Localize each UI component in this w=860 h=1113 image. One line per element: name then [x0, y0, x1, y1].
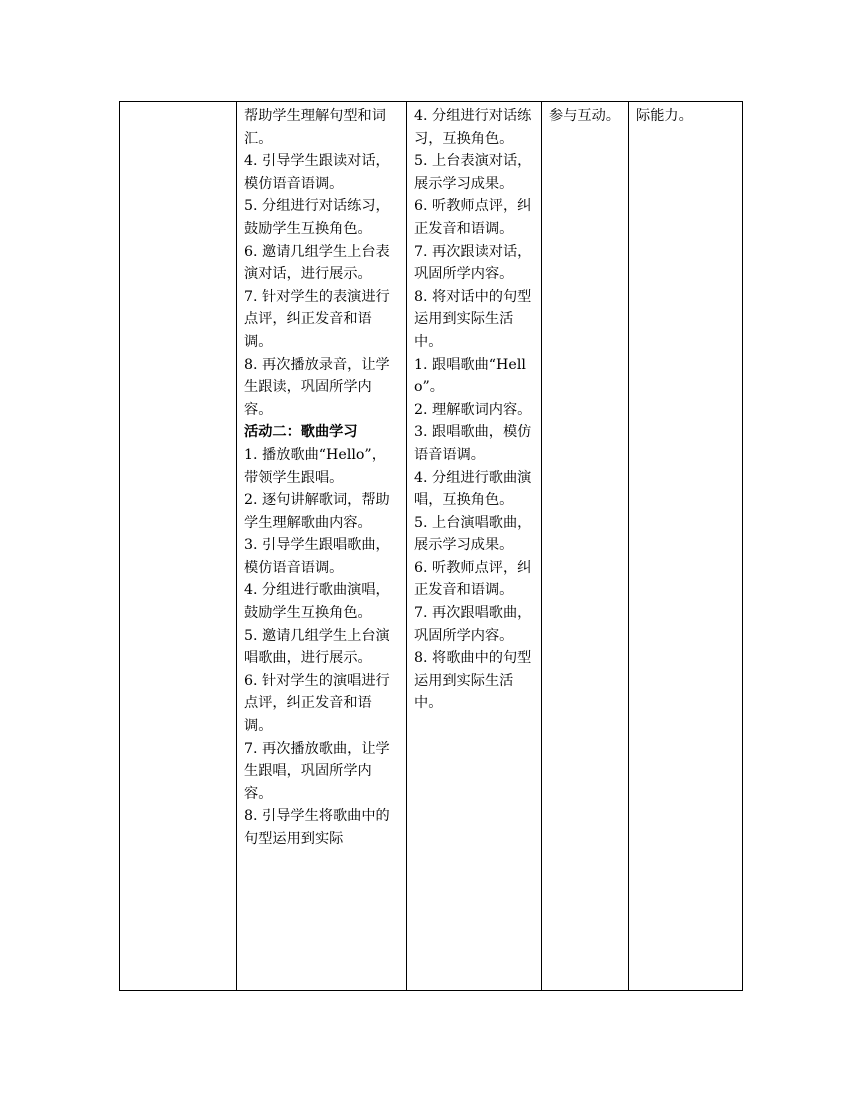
list-item: 帮助学生理解句型和词汇。 [244, 108, 386, 147]
list-item: 4. 分组进行歌曲演唱，互换角色。 [414, 469, 532, 509]
cell-text: 参与互动。 [549, 108, 620, 124]
table-cell-col4 [542, 102, 629, 991]
list-item: 5. 上台演唱歌曲，展示学习成果。 [414, 514, 532, 554]
teacher-activity-list [244, 105, 400, 851]
table-cell-student-activities [407, 102, 542, 991]
lesson-plan-table [119, 101, 743, 991]
activity-heading: 活动二：歌曲学习 [244, 424, 358, 441]
table-cell-col1 [120, 102, 237, 991]
list-item: 7. 再次跟唱歌曲，巩固所学内容。 [414, 605, 532, 644]
list-item: 2. 逐句讲解歌词，帮助学生理解歌曲内容。 [244, 492, 390, 531]
list-item: 7. 针对学生的表演进行点评，纠正发音和语调。 [244, 288, 390, 350]
list-item: 3. 引导学生跟唱歌曲，模仿语音语调。 [244, 537, 390, 576]
list-item: 5. 邀请几组学生上台演唱歌曲，进行展示。 [244, 627, 390, 667]
list-item: 7. 再次播放歌曲，让学生跟唱，巩固所学内容。 [244, 740, 390, 802]
list-item: 4. 分组进行对话练习，互换角色。 [414, 108, 532, 147]
list-item: 1. 跟唱歌曲“Hello”。 [414, 356, 526, 396]
list-item: 2. 理解歌词内容。 [414, 401, 532, 418]
list-item: 7. 再次跟读对话，巩固所学内容。 [414, 243, 532, 283]
table-cell-teacher-activities [237, 102, 407, 991]
list-item: 8. 再次播放录音，让学生跟读，巩固所学内容。 [244, 356, 390, 418]
cell-text: 际能力。 [636, 108, 693, 124]
list-item: 8. 将对话中的句型运用到实际生活中。 [414, 288, 532, 350]
list-item: 6. 听教师点评，纠正发音和语调。 [414, 198, 532, 237]
table-cell-col5 [629, 102, 743, 991]
list-item: 6. 邀请几组学生上台表演对话，进行展示。 [244, 243, 390, 283]
list-item: 8. 将歌曲中的句型运用到实际生活中。 [414, 650, 532, 712]
list-item: 8. 引导学生将歌曲中的句型运用到实际 [244, 808, 390, 847]
list-item: 5. 上台表演对话，展示学习成果。 [414, 153, 532, 192]
list-item: 3. 跟唱歌曲，模仿语音语调。 [414, 424, 532, 463]
list-item: 6. 针对学生的演唱进行点评，纠正发音和语调。 [244, 672, 390, 735]
list-item: 4. 分组进行歌曲演唱，鼓励学生互换角色。 [244, 582, 390, 622]
list-item: 5. 分组进行对话练习，鼓励学生互换角色。 [244, 198, 390, 237]
list-item: 4. 引导学生跟读对话，模仿语音语调。 [244, 153, 390, 192]
list-item: 1. 播放歌曲“Hello”，带领学生跟唱。 [244, 446, 386, 486]
student-activity-list [414, 105, 535, 715]
table-row [120, 102, 743, 991]
list-item: 6. 听教师点评，纠正发音和语调。 [414, 559, 532, 599]
